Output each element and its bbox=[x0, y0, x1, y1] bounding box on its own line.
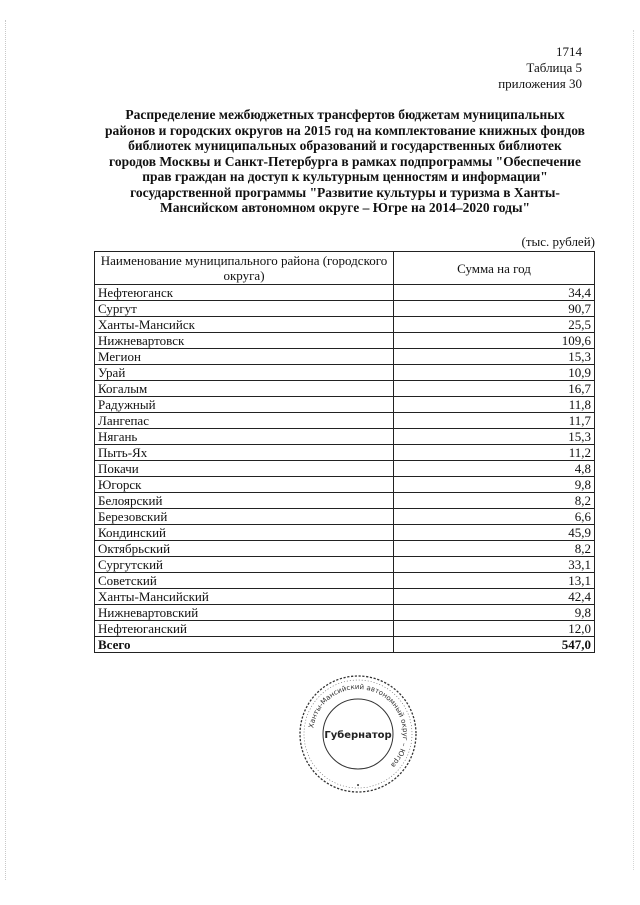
scan-edge-right bbox=[633, 30, 634, 870]
annual-sum: 6,6 bbox=[394, 509, 595, 525]
table-label: Таблица 5 bbox=[526, 60, 582, 75]
annual-sum: 12,0 bbox=[394, 621, 595, 637]
table-row bbox=[95, 301, 595, 317]
municipality-name: Кондинский bbox=[95, 525, 394, 541]
municipality-name: Когалым bbox=[95, 381, 394, 397]
scan-edge-left bbox=[5, 20, 6, 880]
annual-sum: 109,6 bbox=[394, 333, 595, 349]
municipality-name: Нижневартовский bbox=[95, 605, 394, 621]
seal-center-text: Губернатор bbox=[324, 730, 392, 741]
total-label: Всего bbox=[95, 637, 394, 653]
municipality-name: Пыть-Ях bbox=[95, 445, 394, 461]
title-line: государственной программы "Развитие культуры и туризма в Ханты- bbox=[130, 184, 560, 200]
title-line: городов Москвы и Санкт-Петербурга в рамках подпрограммы "Обеспечение bbox=[109, 153, 581, 169]
annual-sum: 11,2 bbox=[394, 445, 595, 461]
document-title bbox=[95, 107, 595, 216]
table-row bbox=[95, 413, 595, 429]
annual-sum: 16,7 bbox=[394, 381, 595, 397]
municipality-name: Белоярский bbox=[95, 493, 394, 509]
municipality-name: Югорск bbox=[95, 477, 394, 493]
total-row bbox=[95, 637, 595, 653]
municipality-name: Нефтеюганск bbox=[95, 285, 394, 301]
annual-sum: 4,8 bbox=[394, 461, 595, 477]
seal-ring-text: Ханты-Мансийский автономный округ – Югра bbox=[307, 682, 410, 770]
table-row bbox=[95, 365, 595, 381]
annual-sum: 34,4 bbox=[394, 285, 595, 301]
annual-sum: 90,7 bbox=[394, 301, 595, 317]
annual-sum: 15,3 bbox=[394, 349, 595, 365]
annual-sum: 13,1 bbox=[394, 573, 595, 589]
table-row bbox=[95, 605, 595, 621]
annual-sum: 11,7 bbox=[394, 413, 595, 429]
municipality-name: Нефтеюганский bbox=[95, 621, 394, 637]
table-row bbox=[95, 493, 595, 509]
table-header-row bbox=[95, 252, 595, 285]
annual-sum: 45,9 bbox=[394, 525, 595, 541]
municipality-name: Ханты-Мансийский bbox=[95, 589, 394, 605]
table-row bbox=[95, 541, 595, 557]
table-row bbox=[95, 397, 595, 413]
table-row bbox=[95, 509, 595, 525]
total-value: 547,0 bbox=[394, 637, 595, 653]
municipality-name: Октябрьский bbox=[95, 541, 394, 557]
title-line: районов и городских округов на 2015 год на комплектование книжных фондов bbox=[105, 122, 585, 138]
annual-sum: 25,5 bbox=[394, 317, 595, 333]
table-row bbox=[95, 573, 595, 589]
table-row bbox=[95, 317, 595, 333]
table-row bbox=[95, 333, 595, 349]
municipality-name: Радужный bbox=[95, 397, 394, 413]
municipality-name: Сургут bbox=[95, 301, 394, 317]
annual-sum: 9,8 bbox=[394, 605, 595, 621]
seal-star-icon: • bbox=[356, 781, 360, 790]
annual-sum: 10,9 bbox=[394, 365, 595, 381]
title-line: прав граждан на доступ к культурным ценностям и информации" bbox=[142, 169, 548, 184]
table-row bbox=[95, 557, 595, 573]
municipality-name: Советский bbox=[95, 573, 394, 589]
annual-sum: 9,8 bbox=[394, 477, 595, 493]
municipality-name: Покачи bbox=[95, 461, 394, 477]
table-row bbox=[95, 477, 595, 493]
table-row bbox=[95, 285, 595, 301]
municipality-name: Нягань bbox=[95, 429, 394, 445]
official-seal bbox=[296, 672, 420, 796]
municipality-name: Урай bbox=[95, 365, 394, 381]
table-row bbox=[95, 589, 595, 605]
annual-sum: 33,1 bbox=[394, 557, 595, 573]
allocation-table bbox=[94, 251, 595, 653]
table-row bbox=[95, 429, 595, 445]
table-body bbox=[95, 285, 595, 653]
municipality-name: Мегион bbox=[95, 349, 394, 365]
table-row bbox=[95, 525, 595, 541]
table-row bbox=[95, 445, 595, 461]
column-header-sum: Сумма на год bbox=[394, 252, 595, 285]
municipality-name: Лангепас bbox=[95, 413, 394, 429]
document-header bbox=[482, 44, 582, 92]
appendix-label: приложения 30 bbox=[498, 76, 582, 91]
title-line: Мансийском автономном округе – Югре на 2014–2020 годы" bbox=[160, 200, 530, 215]
municipality-name: Ханты-Мансийск bbox=[95, 317, 394, 333]
annual-sum: 42,4 bbox=[394, 589, 595, 605]
annual-sum: 11,8 bbox=[394, 397, 595, 413]
municipality-name: Сургутский bbox=[95, 557, 394, 573]
units-label: (тыс. рублей) bbox=[521, 234, 595, 249]
table-row bbox=[95, 461, 595, 477]
title-line: библиотек муниципальных образований и государственных библиотек bbox=[128, 138, 562, 153]
title-line: Распределение межбюджетных трансфертов бюджетам муниципальных bbox=[125, 107, 565, 122]
table-row bbox=[95, 381, 595, 397]
municipality-name: Нижневартовск bbox=[95, 333, 394, 349]
annual-sum: 8,2 bbox=[394, 541, 595, 557]
table-row bbox=[95, 349, 595, 365]
column-header-name: Наименование муниципального района (городского округа) bbox=[95, 252, 394, 285]
annual-sum: 15,3 bbox=[394, 429, 595, 445]
municipality-name: Березовский bbox=[95, 509, 394, 525]
table-row bbox=[95, 621, 595, 637]
page-number: 1714 bbox=[556, 44, 582, 59]
annual-sum: 8,2 bbox=[394, 493, 595, 509]
